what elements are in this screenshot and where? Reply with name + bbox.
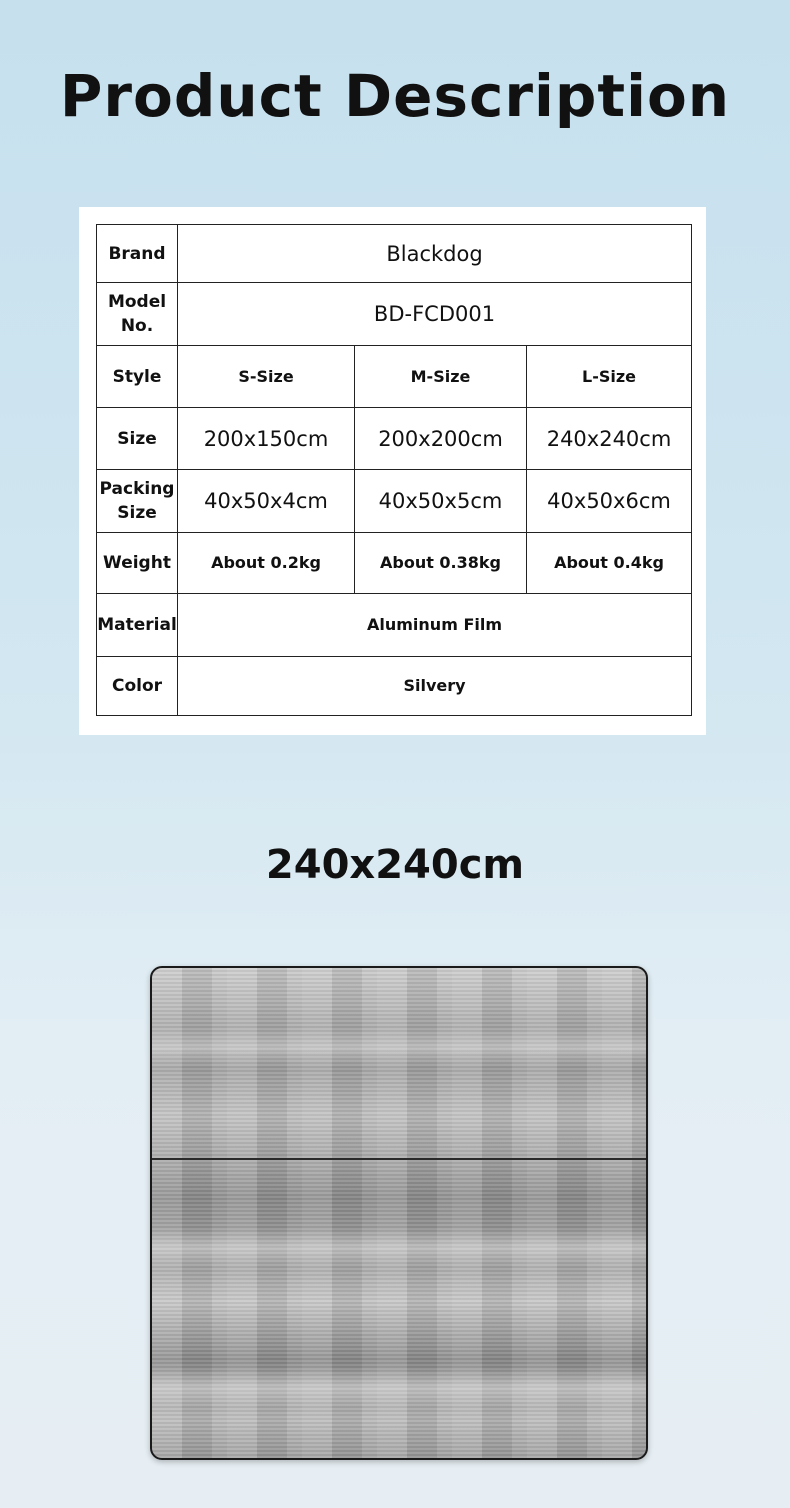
size-s: 200x150cm [178,408,355,470]
brand-value: Blackdog [178,225,692,283]
model-value: BD-FCD001 [178,283,692,346]
packing-l: 40x50x6cm [527,470,692,532]
material-label: Material [97,593,178,656]
spec-card [79,207,706,735]
weight-s: About 0.2kg [178,532,355,593]
table-row-size [97,408,692,470]
weight-m: About 0.38kg [355,532,527,593]
table-row-material [97,593,692,656]
style-l: L-Size [527,346,692,408]
table-row-brand [97,225,692,283]
mat-fold-seam [152,1158,646,1160]
packing-label: Packing Size [97,470,178,532]
table-row-packing [97,470,692,532]
table-row-model [97,283,692,346]
model-label: Model No. [97,283,178,346]
style-m: M-Size [355,346,527,408]
mat-highlight [152,1228,646,1268]
table-row-style [97,346,692,408]
size-m: 200x200cm [355,408,527,470]
brand-label: Brand [97,225,178,283]
color-value: Silvery [178,656,692,715]
weight-label: Weight [97,532,178,593]
table-row-weight [97,532,692,593]
size-heading: 240x240cm [265,842,525,888]
product-image-mat [150,966,648,1460]
size-label: Size [97,408,178,470]
mat-highlight [152,1028,646,1068]
size-l: 240x240cm [527,408,692,470]
color-label: Color [97,656,178,715]
style-label: Style [97,346,178,408]
weight-l: About 0.4kg [527,532,692,593]
style-s: S-Size [178,346,355,408]
table-row-color [97,656,692,715]
packing-m: 40x50x5cm [355,470,527,532]
material-value: Aluminum Film [178,593,692,656]
packing-s: 40x50x4cm [178,470,355,532]
spec-table [96,224,692,716]
mat-highlight [152,1368,646,1408]
page-title: Product Description [59,62,731,130]
